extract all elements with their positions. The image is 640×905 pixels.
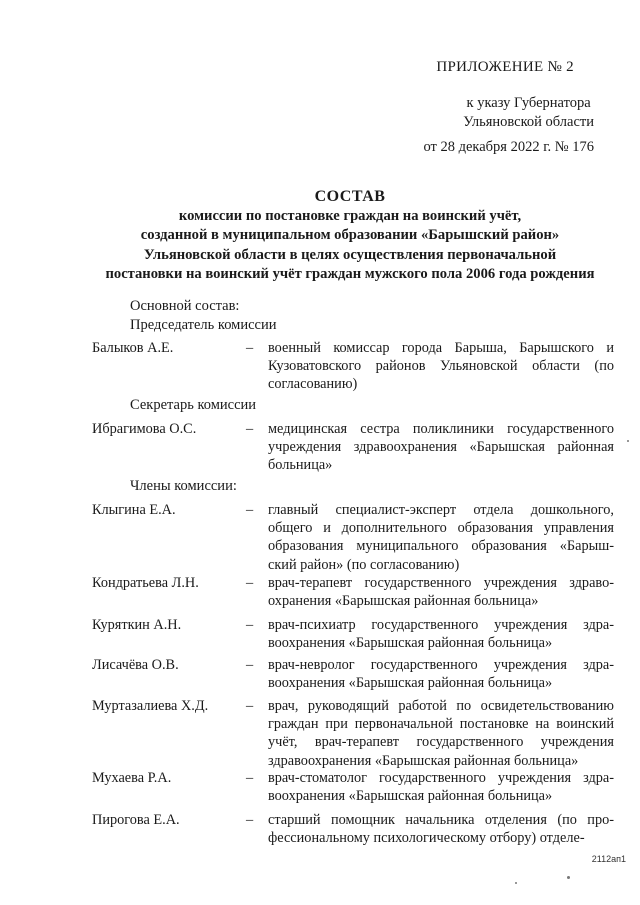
person-name: Клыгина Е.А. bbox=[92, 502, 176, 518]
person-role: главный специалист-эксперт отдела дошкольного, общего и дополнительного образования управления образования муниципального образования «Барыш-ский район» (по согласованию) bbox=[268, 502, 614, 573]
scan-speck bbox=[627, 440, 629, 442]
person-role: врач, руководящий работой по освидетельствованию граждан при первоначальной постановке на воинский учёт, врач-терапевт государственного учреждения здравоохранения «Барышская районная больница» bbox=[268, 698, 614, 769]
title-line-2: созданной в муниципальном образовании «Барышский район» bbox=[140, 227, 560, 244]
dash: – bbox=[246, 617, 254, 633]
dash: – bbox=[246, 812, 254, 828]
person-name: Балыков А.Е. bbox=[92, 340, 174, 356]
appendix-label: ПРИЛОЖЕНИЕ № 2 bbox=[436, 59, 574, 75]
person-role: врач-терапевт государственного учреждения здраво-охранения «Барышская районная больница» bbox=[268, 575, 614, 610]
dash: – bbox=[246, 421, 254, 437]
section-secretary: Секретарь комиссии bbox=[130, 397, 257, 413]
decree-date: от 28 декабря 2022 г. № 176 bbox=[423, 139, 594, 155]
dash: – bbox=[246, 340, 254, 356]
decree-reference-line-1: к указу Губернатора bbox=[466, 95, 591, 111]
person-name: Лисачёва О.В. bbox=[92, 657, 179, 673]
document-title bbox=[60, 187, 640, 284]
person-name: Мухаева Р.А. bbox=[92, 770, 172, 786]
person-role: медицинская сестра поликлиники государственного учреждения здравоохранения «Барышская районная больница» bbox=[268, 421, 614, 474]
person-name: Куряткин А.Н. bbox=[92, 617, 182, 633]
decree-reference-line-2: Ульяновской области bbox=[463, 114, 594, 130]
person-name: Муртазалиева Х.Д. bbox=[92, 698, 209, 714]
title-main: СОСТАВ bbox=[314, 188, 386, 205]
title-line-4: постановки на воинский учёт граждан мужского пола 2006 года рождения bbox=[105, 265, 595, 282]
person-name: Ибрагимова О.С. bbox=[92, 421, 197, 437]
title-line-1: комиссии по постановке граждан на воинский учёт, bbox=[178, 208, 522, 225]
section-main-composition: Основной состав: bbox=[130, 298, 240, 314]
dash: – bbox=[246, 502, 254, 518]
scan-speck bbox=[567, 876, 570, 879]
title-line-3: Ульяновской области в целях осуществления первоначальной bbox=[143, 246, 557, 263]
dash: – bbox=[246, 770, 254, 786]
person-role: врач-психиатр государственного учреждения здра-воохранения «Барышская районная больница» bbox=[268, 617, 614, 652]
dash: – bbox=[246, 698, 254, 714]
person-role: старший помощник начальника отделения (по про-фессиональному психологическому отбору) отделе- bbox=[268, 812, 614, 847]
person-role: военный комиссар города Барыша, Барышского и Кузоватовского районов Ульяновской области (по согласованию) bbox=[268, 340, 614, 393]
person-role: врач-невролог государственного учреждения здра-воохранения «Барышская районная больница» bbox=[268, 657, 614, 692]
dash: – bbox=[246, 575, 254, 591]
section-chairman: Председатель комиссии bbox=[130, 317, 277, 333]
document-code: 2112ап1 bbox=[591, 854, 626, 864]
person-role: врач-стоматолог государственного учреждения здра-воохранения «Барышская районная больница» bbox=[268, 770, 614, 805]
section-members: Члены комиссии: bbox=[130, 478, 237, 494]
person-name: Кондратьева Л.Н. bbox=[92, 575, 199, 591]
person-name: Пирогова Е.А. bbox=[92, 812, 180, 828]
scan-speck bbox=[515, 882, 517, 884]
decree-reference bbox=[463, 94, 594, 132]
dash: – bbox=[246, 657, 254, 673]
